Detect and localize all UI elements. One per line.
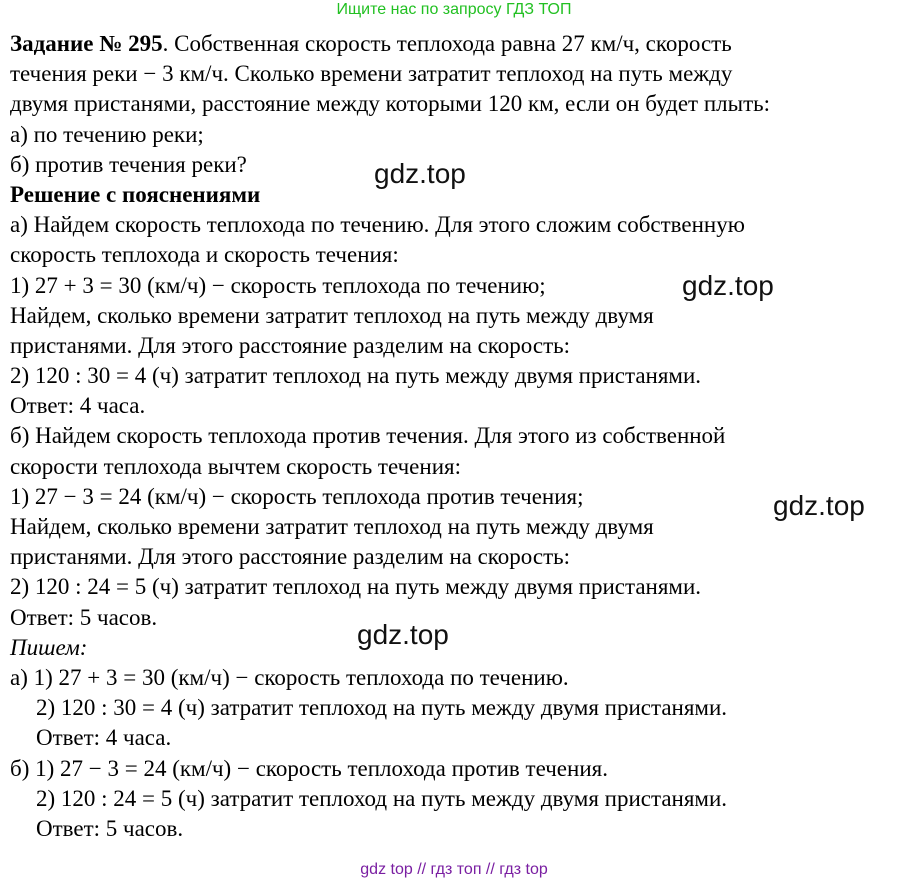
write-line: а) 1) 27 + 3 = 30 (км/ч) − скорость теплохода по течению.: [10, 664, 569, 690]
solution-line: скорость теплохода и скорость течения:: [10, 242, 399, 268]
solution-line: Найдем, сколько времени затратит теплоход на путь между двумя: [10, 302, 654, 328]
task-question-a: а) по течению реки;: [10, 121, 204, 147]
task-label: Задание № 295: [10, 31, 163, 56]
solution-line: б) Найдем скорость теплохода против течения. Для этого из собственной: [10, 423, 726, 449]
task-statement-line: двумя пристанями, расстояние между которыми 120 км, если он будет плыть:: [10, 91, 771, 117]
task-document: [10, 29, 905, 844]
write-answer-a: Ответ: 4 часа.: [36, 725, 172, 751]
write-line: 2) 120 : 30 = 4 (ч) затратит теплоход на путь между двумя пристанями.: [36, 695, 728, 721]
task-question-b: б) против течения реки?: [10, 151, 247, 177]
solution-line: 2) 120 : 30 = 4 (ч) затратит теплоход на путь между двумя пристанями.: [10, 363, 702, 389]
solution-line: Найдем, сколько времени затратит теплоход на путь между двумя: [10, 514, 654, 539]
solution-heading: Решение с пояснениями: [10, 181, 261, 207]
solution-line: 2) 120 : 24 = 5 (ч) затратит теплоход на путь между двумя пристанями.: [10, 574, 702, 600]
watermark: gdz.top: [773, 490, 865, 521]
solution-answer-b: Ответ: 5 часов.: [10, 604, 158, 630]
watermark: gdz.top: [682, 270, 774, 301]
solution-answer-a: Ответ: 4 часа.: [10, 393, 146, 419]
footer-links[interactable]: gdz top // гдз топ // гдз top: [360, 861, 548, 878]
solution-line: пристанями. Для этого расстояние разделим на скорость:: [10, 544, 571, 570]
solution-line: 1) 27 + 3 = 30 (км/ч) − скорость теплохода по течению;: [10, 272, 546, 298]
write-answer-b: Ответ: 5 часов.: [36, 815, 184, 841]
solution-line: скорости теплохода вычтем скорость течения:: [10, 453, 461, 479]
task-statement-line: [10, 29, 905, 59]
write-line: б) 1) 27 − 3 = 24 (км/ч) − скорость теплохода против течения.: [10, 755, 608, 781]
write-heading: Пишем:: [10, 634, 88, 660]
header-banner[interactable]: Ищите нас по запросу ГДЗ ТОП: [336, 1, 572, 18]
task-statement-line: течения реки − 3 км/ч. Сколько времени затратит теплоход на путь между: [10, 61, 733, 87]
solution-line: пристанями. Для этого расстояние разделим на скорость:: [10, 332, 571, 358]
watermark: gdz.top: [357, 619, 449, 650]
solution-line: 1) 27 − 3 = 24 (км/ч) − скорость теплохода против течения;: [10, 483, 584, 509]
task-text: . Собственная скорость теплохода равна 27 км/ч, скорость: [162, 31, 732, 56]
watermark: gdz.top: [374, 158, 466, 189]
solution-line: а) Найдем скорость теплохода по течению. Для этого сложим собственную: [10, 212, 745, 238]
write-line: 2) 120 : 24 = 5 (ч) затратит теплоход на путь между двумя пристанями.: [36, 785, 728, 811]
